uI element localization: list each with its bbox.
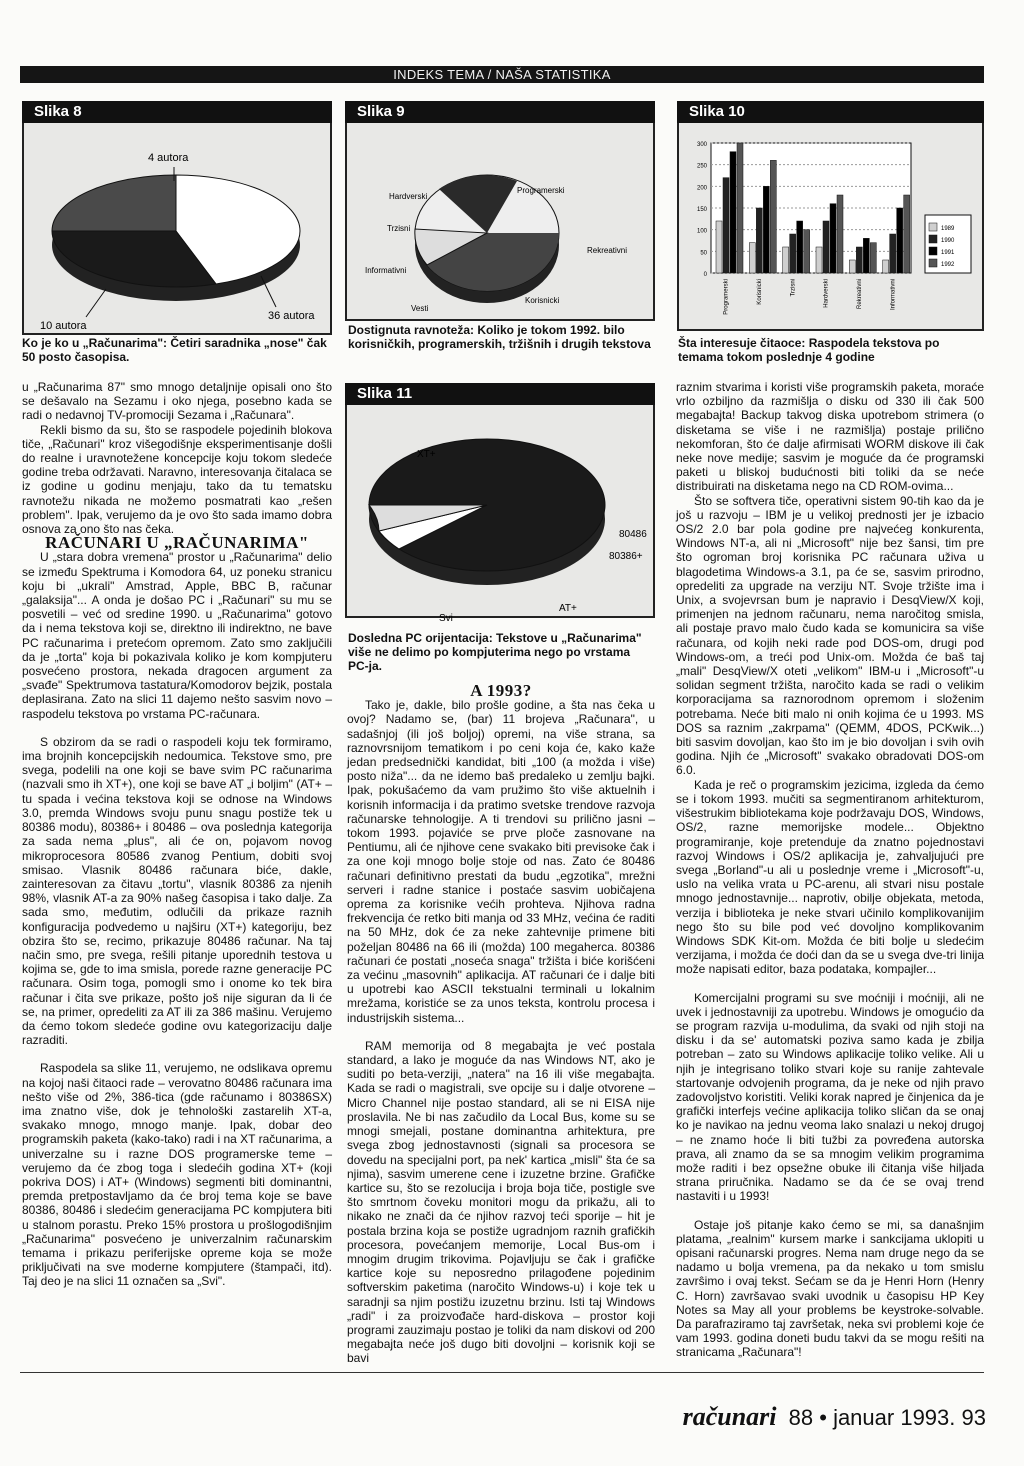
figure-11-pie bbox=[347, 405, 653, 624]
page-footer bbox=[683, 1402, 986, 1432]
pie9-label-2: Trzisni bbox=[387, 224, 411, 233]
bar10-xtick: Rekreativni bbox=[857, 279, 863, 310]
pie9-label-4: Vesti bbox=[411, 304, 429, 313]
bar10-bar bbox=[849, 260, 855, 273]
figure-9-caption: Dostignuta ravnoteža: Koliko je tokom 1992. bilo korisničkih, programerskih, tržišnih i drugih tekstova bbox=[348, 323, 651, 351]
figure-10-chart bbox=[677, 123, 984, 331]
bar10-bar bbox=[763, 186, 769, 273]
bar10-bar bbox=[823, 221, 829, 273]
figure-11-title: Slika 11 bbox=[345, 383, 655, 405]
footer-issue: 88 bbox=[788, 1405, 814, 1430]
col3-paragraph-2: Što se softvera tiče, operativni sistem 90-tih kao da je još u razvoju – IBM je u velikoj prednosti jer je izbacio OS/2 2.0 bar pola godine pre najvećeg konkurenta, Windows NT-a, ali ni „Microsoft" nije bez šansi, tim pre što ogroman broj korisnika PC računara uživa u blagodetima Windows-a 3.1, pa će se, sasvim prirodno, opredeliti za upgrade na verziju NT. Svoje tržište ima i Unix, a svojevrsan bum je napravio i DesqView/X koji, primenjen na jednom računaru, nema naročitog smisla, ali postaje pravo malo čudo kada se komunicira sa više računara, od kojih neki rade pod DOS-om, drugi pod Windows-om, a treći pod Unix-om. Možda će baš taj „mali" DesqView/X oteti „velikom" IBM-u i „Microsoft"-u solidan segment tržišta, naročito kada se radi o velikim korporacijama sa raznorodnom opremom i složenim potrebama. Neće biti malo ni onih kojima će u 1993. MS DOS sa raznim „zakrpama" (QEMM, 4DOS, PCKwik...) biti sasvim dovoljan, kao što im je bio dovoljan i svih ovih godina. Njih će „Microsoft" svakako obradovati DOS-om 6.0. bbox=[676, 493, 984, 778]
col1-paragraph-3: U „stara dobra vremena" prostor u „Računarima" delio se između Spektruma i Komodora 64, uz poneku stranicu koju bi „ukrali" Amstrad, Apple, BBC B, računar „galaksija"... A onda je došao PC i „Računari" su mu se posvetili – već od sredine 1990. u „Računarima" gotovo da i nema tekstova koji se, direktno ili indirektno, ne bave PC računarima i pretećom opremom. Zato smo zaključili da je „torta" koja bi pokazivala koliko je kom kompjuteru posvećeno prostora, nekada dragocen argument za „svađe" Spektrumova tastatura/Komodorov bejzik, postala deplasirana. Zato na slici 11 dajemo nešto sasvim novo – raspodelu tekstova po vrstama PC-računara. bbox=[22, 550, 332, 721]
column-3 bbox=[676, 380, 984, 1360]
bar10-bar bbox=[816, 247, 822, 273]
section-banner: INDEKS TEMA / NAŠA STATISTIKA bbox=[20, 66, 984, 83]
figure-10 bbox=[677, 101, 984, 331]
figure-11-chart bbox=[345, 405, 655, 624]
footer-date: januar 1993. bbox=[833, 1405, 956, 1430]
pie11-label-1: 80486 bbox=[619, 529, 647, 540]
pie11-label-4: Svi bbox=[439, 613, 453, 624]
col3-paragraph-3: Kada je reč o programskim jezicima, izgleda da ćemo se i tokom 1993. mučiti sa segmentiranom arhitekturom, višestrukim bibliotekama koje podržavaju DOS, Windows, OS/2, razne memorijske modele... Objektno programiranje, koje pretenduje da znatno pojednostavi razvoj Windows i OS/2 aplikacija je, zahvaljujući pre svega „Borland"-u ali u poslednje vreme i „Microsoft"-u, uslo na velika vrata u PC-arenu, ali stvari nisu postale mnogo jednostavnije... naprotiv, obilje objekata, metoda, verzija i biblioteka je neke stvari učinilo komplikovanijim nego što su bile pod već dovoljno komplikovanim Windows SDK Kit-om. Možda će biti bolje u sledećim verzijama, i možda će doći dan da se u svega dve-tri linija može napisati editor, baza podataka, kompajler... bbox=[676, 777, 984, 977]
figure-10-title: Slika 10 bbox=[677, 101, 984, 123]
bar10-ytick: 0 bbox=[703, 272, 707, 278]
bar10-bar bbox=[904, 195, 910, 273]
bar10-ytick: 150 bbox=[696, 207, 707, 213]
bar10-ytick: 100 bbox=[696, 228, 707, 235]
figure-8-caption: Ko je ko u „Računarima": Četiri saradnika „nose" čak 50 posto časopisa. bbox=[22, 336, 327, 364]
footer-bullet: • bbox=[819, 1405, 827, 1430]
figure-9-chart bbox=[345, 123, 655, 321]
bar10-xtick: Informativni bbox=[890, 279, 897, 311]
figure-8-chart bbox=[22, 123, 332, 335]
footer-magazine: računari bbox=[682, 1402, 777, 1431]
pie9-label-0: Programerski bbox=[517, 186, 565, 195]
pie9-label-3: Informativni bbox=[365, 266, 407, 275]
figure-8 bbox=[22, 101, 332, 335]
pie8-slice-4 bbox=[52, 175, 176, 231]
bar10-bar bbox=[770, 160, 776, 273]
bar10-bar bbox=[749, 243, 755, 273]
bar10-bar bbox=[883, 260, 889, 273]
bar10-xtick: Hardverski bbox=[823, 279, 830, 308]
column-1 bbox=[22, 380, 332, 1289]
bar10-ytick: 200 bbox=[696, 185, 707, 192]
figure-9-title: Slika 9 bbox=[345, 101, 655, 123]
bar10-ytick: 50 bbox=[700, 250, 707, 257]
bar10-bar bbox=[783, 247, 789, 273]
bar10-xtick: Korisnicki bbox=[757, 279, 763, 305]
bar10-bar bbox=[830, 204, 836, 273]
bar10-bar bbox=[756, 208, 762, 273]
bar10-bar bbox=[797, 221, 803, 273]
pie8-label-1: 10 autora bbox=[40, 320, 87, 332]
bar10-legend-swatch bbox=[929, 259, 937, 267]
footer-rule bbox=[20, 1372, 984, 1373]
bar10-legend-swatch bbox=[929, 235, 937, 243]
figure-10-caption: Šta interesuje čitaoce: Raspodela tekstova po temama tokom poslednje 4 godine bbox=[678, 336, 940, 364]
col1-paragraph-1: u „Računarima 87" smo mnogo detaljnije opisali ono što se dešavalo na Sezamu i oko njega, posebno kada se radi o nedavnoj TV-promociji Sezama i „Računara". bbox=[22, 380, 332, 423]
bar10-legend-label: 1991 bbox=[941, 250, 955, 256]
column-2 bbox=[347, 676, 655, 1366]
bar10-bar bbox=[804, 230, 810, 273]
figure-11-caption: Dosledna PC orijentacija: Tekstove u „Računarima" više ne delimo po kompjuterima nego po vrstama PC-ja. bbox=[348, 631, 642, 673]
bar10-bar bbox=[837, 195, 843, 273]
bar10-ytick: 250 bbox=[696, 163, 707, 170]
figure-11 bbox=[345, 383, 655, 624]
pie11-label-0: XT+ bbox=[417, 449, 436, 460]
bar10-bar bbox=[723, 178, 729, 273]
pie9-label-6: Rekreativni bbox=[587, 246, 628, 255]
bar10-legend-label: 1992 bbox=[941, 262, 955, 268]
bar10-xtick: Programerski bbox=[723, 279, 730, 315]
pie9-label-5: Korisnicki bbox=[525, 296, 560, 305]
col3-paragraph-4: Komercijalni programi su sve moćniji i moćniji, ali ne uvek i jednostavniji za upotrebu. Windows je omogućio da se program razvija u-modulima, da svaki od njih stoji na disku i da se' automatski poziva samo kada je zbilja potreban – zato su Windows aplikacije toliko velike. Ali u njih je integrisano toliko stvari koje su ranije zahtevale startovanje odvojenih programa, da je neke od njih pravo zadovoljstvo koristiti. Veliki korak napred je činjenica da je grafički interfejs većine aplikacija toliko sličan da se onaj ko je navikao na jednu veoma lako snalazi u nekoj drugoj – ne znamo hoće li biti tužbi za povređena autorska prava, ali znamo da se sa mnogim velikim programima može raditi i bez opsežne obuke ili čitanja više hiljada strana priručnika. Nadamo se da će se ovaj trend nastaviti i u 1993! bbox=[676, 990, 984, 1204]
pie8-label-2: 36 autora bbox=[268, 310, 315, 322]
col1-heading: RAČUNARI U „RAČUNARIMA" bbox=[45, 533, 309, 553]
col3-paragraph-5: Ostaje još pitanje kako ćemo se mi, sa današnjim platama, „realnim" kursem marke i sankcijama uklopiti u opisani računarski progres. Nema nam druge nego da se nadamo u bolja vremena, pa da nekako u tom smislu zavrŝimo i ovaj tekst. Sećam se da je Henri Horn (Henry C. Horn) završavao svaki uvodnik u časopisu HP Key Notes sa May all your problems be keystroke-solvable. Da parafraziramo taj završetak, neka svi problemi koje će vam 1993. godina doneti budu takvi da se mogu rešiti na stranicama „Računara"! bbox=[676, 1217, 984, 1360]
figure-9-pie bbox=[347, 123, 653, 319]
bar10-xtick: Trzisni bbox=[790, 279, 797, 297]
bar10-bar bbox=[730, 152, 736, 273]
pie11-label-3: AT+ bbox=[559, 603, 577, 614]
bar10-legend-swatch bbox=[929, 247, 937, 255]
bar10-ytick: 300 bbox=[696, 142, 707, 148]
figure-10-bars bbox=[679, 123, 982, 329]
bar10-bar bbox=[790, 234, 796, 273]
col2-heading: A 1993? bbox=[470, 681, 532, 700]
bar10-bar bbox=[856, 247, 862, 273]
bar10-bar bbox=[897, 208, 903, 273]
bar10-bar bbox=[716, 221, 722, 273]
bar10-bar bbox=[870, 243, 876, 273]
col1-paragraph-2: Rekli bismo da su, što se raspodele pojedinih blokova tiče, „Računari" kroz višegodišnje eksperimentisanje došli do realne i uravnotežene koncepcije koju tokom sledeće godine treba održavati. Naravno, interesovanja čitalaca se iz godine u godinu menjaju, tako da tu tematsku ravnotežu nikada ne možemo posmatrati kao „rešen problem". Ipak, verujemo da je ovo što sada imamo dobra osnova za ono što nas čeka. bbox=[22, 422, 332, 537]
bar10-bar bbox=[890, 234, 896, 273]
col3-paragraph-1: raznim stvarima i koristi više programskih paketa, moraće vrlo ozbiljno da razmišlja o disku od 330 ili čak 500 megabajta! Backup takvog diska upotrebom strimera (o disketama se više i ne razmišlja) postaje prilično nekomforan, što će dalje afirmisati WORM diskove ili čak neke nove medije; sasvim je moguće da će programski paketi u bliskoj budućnosti biti toliki da se neće distribuirati na disketama nego na CD ROM-ovima... bbox=[676, 380, 984, 494]
footer-page: 93 bbox=[961, 1405, 986, 1430]
figure-8-pie bbox=[24, 123, 330, 333]
pie9-label-1: Hardverski bbox=[389, 192, 428, 201]
col2-paragraph-2: RAM memorija od 8 megabajta je već postala standard, a lako je moguće da nas Windows NT, ako je suditi po beta-verziji, „natera" na 16 ili više megabajta. Kada se radi o magistrali, sve opcije su i dalje otvorene – Micro Channel nije postao standard, ali se ni EISA nije proslavila. Ne bi nas začudilo da Local Bus, kome su se mnogi smejali, postane dominantna arhitektura, pre svega zbog jednostavnosti (signali sa procesora se dovedu na specijalni port, pa nek' kartica „misli" šta će sa njima), sasvim umerene cene i izuzetne brzine. Grafičke kartice su, što se rezolucija i broja boja tiče, postigle sve što smrtnom čoveku monitori mogu da prikažu, ali to nikako ne znači da će njihov razvoj teći sporije – hit je postala brzina koja se postiže ugradnjom raznih grafičkih procesora, povećanjem memorije, Local Bus-om i mnogim drugim trikovima. Pojavljuju se čak i grafičke kartice koje su neposredno prilagođene pojedinim softverskim paketima (naročito Windows-u) i koje tek u saradnji sa njim postižu izuzetnu brzinu. Isti taj Windows „radi" i za proizvođače hard-diskova – prostor koji programi zauzimaju postao je toliki da nam diskovi od 200 megabajta neće još dugo biti dovoljni – korisnik koji se bavi bbox=[347, 1038, 655, 1366]
bar10-legend-swatch bbox=[929, 223, 937, 231]
bar10-legend-label: 1990 bbox=[941, 238, 955, 244]
bar10-bar bbox=[863, 238, 869, 273]
bar10-legend-label: 1989 bbox=[941, 226, 955, 232]
pie11-label-2: 80386+ bbox=[609, 551, 643, 562]
figure-8-title: Slika 8 bbox=[22, 101, 332, 123]
col2-paragraph-1: Tako je, dakle, bilo prošle godine, a šta nas čeka u ovoj? Nadamo se, (bar) 11 brojeva „Računara", u sadašnjoj (ili još boljoj) opremi, na više strana, sa raznovrsnijom tematikom i po ceni koja će, kako kaže jedan predsednički kandidat, biti „100 (a možda i više) posto niža"... da ne idemo baš predaleko u zemlju bajki. Ipak, pokušaćemo da vam pružimo što više aktuelnih i korisnih informacija i da pratimo svetske trendove razvoja računarske tehnologije. A ti trendovi su prilično jasni – tokom 1993. pojaviće se prve ploče zasnovane na Pentiumu, ali će njihove cene svakako biti previsoke čak i za one koji mnogo bolje stoje od nas. Zato će 80486 računari definitivno prestati da budu „egzotika", mrežni serveri i radne stanice i postaće sasvim uobičajena oprema za korisnike većih prohteva. Njihova radna frekvencija će retko biti manja od 33 MHz, većina će raditi na 50 MHz, dok će za neke zahtevnije primene biti poželjan 80486 na 66 ili (možda) 100 megaherca. 80386 računari će postati „noseća snaga" tržišta i biće korišćeni za većinu „masovnih" aplikacija. AT računari će i dalje biti u upotrebi kao ASCII tekstualni terminali u lokalnim mrežama, koristiće se za unos teksta, kontrolu procesa i industrijskih sistema... bbox=[347, 698, 655, 1025]
pie8-label-0: 4 autora bbox=[148, 152, 189, 164]
bar10-bar bbox=[737, 143, 743, 273]
col1-paragraph-5: Raspodela sa slike 11, verujemo, ne odslikava opremu na kojoj naši čitaoci rade – verovatno 80486 računara ima nešto više od 2%, 386-tica (gde računamo i 80386SX) ima znatno više, dok je tehnološki zastarelih XT-a, svakako mnogo, mnogo manje. Ipak, dobar deo programskih paketa (kako-tako) radi i na XT računarima, a univerzalne su i razne DOS programerske teme – verujemo da će zbog toga i sledećih godina XT+ (koji pokriva DOS) i AT+ (Windows) segmenti biti dominantni, premda pretpostavljamo da će broj tema koje se bave 80386, 80486 i sledećim generacijama PC kompjutera biti u stalnom porastu. Preko 15% prostora u prošlogodišnjim „Računarima" posvećeno je univerzalnim računarskim temama i prikazu periferijske opreme koja se može priključivati na sve moderne kompjutere (štampači, itd). Taj deo je na slici 11 označen sa „Svi". bbox=[22, 1061, 332, 1289]
figure-9 bbox=[345, 101, 655, 321]
col1-paragraph-4: S obzirom da se radi o raspodeli koju tek formiramo, ima brojnih koncepcijskih nedoumica. Tekstove smo, pre svega, podelili na one koji se bave svim PC računarima (nazvali smo ih XT+), one koji se bave AT „i boljim" (AT+ – tu spada i većina tekstova koji se odnose na Windows 3.0, premda Windows svoju punu snagu postiže tek u 80386 modu), 80386+ i 80486 – ova poslednja kategorija za sada nema „plus", ali će on, pojavom novog mikroprocesora 80586 zvanog Pentium, dobiti svoj smisao. Vlasnik 80486 računara biće, dakle, zainteresovan za čitavu „tortu", vlasnik 80386 za njenih 98%, vlasnik AT-a za 90% našeg časopisa i tako dalje. Za sada smo, međutim, odlučili da prikaze raznih konfiguracija podvedemo u najširu (XT+) kategoriju, bez obzira što se, recimo, prikazuje 80486 računar. Na taj način smo, pre svega, rešili pitanje uporednih testova u kojima se, gde to ima smisla, porede razne generacije PC računara. Osim toga, pomogli smo i onome ko tek bira računar i čita sve prikaze, pošto još nije siguran da li će se, na primer, opredeliti za AT ili za 386 mašinu. Verujemo da ćemo tokom sledeće godine ovu kategorizaciju dalje razraditi. bbox=[22, 734, 332, 1048]
